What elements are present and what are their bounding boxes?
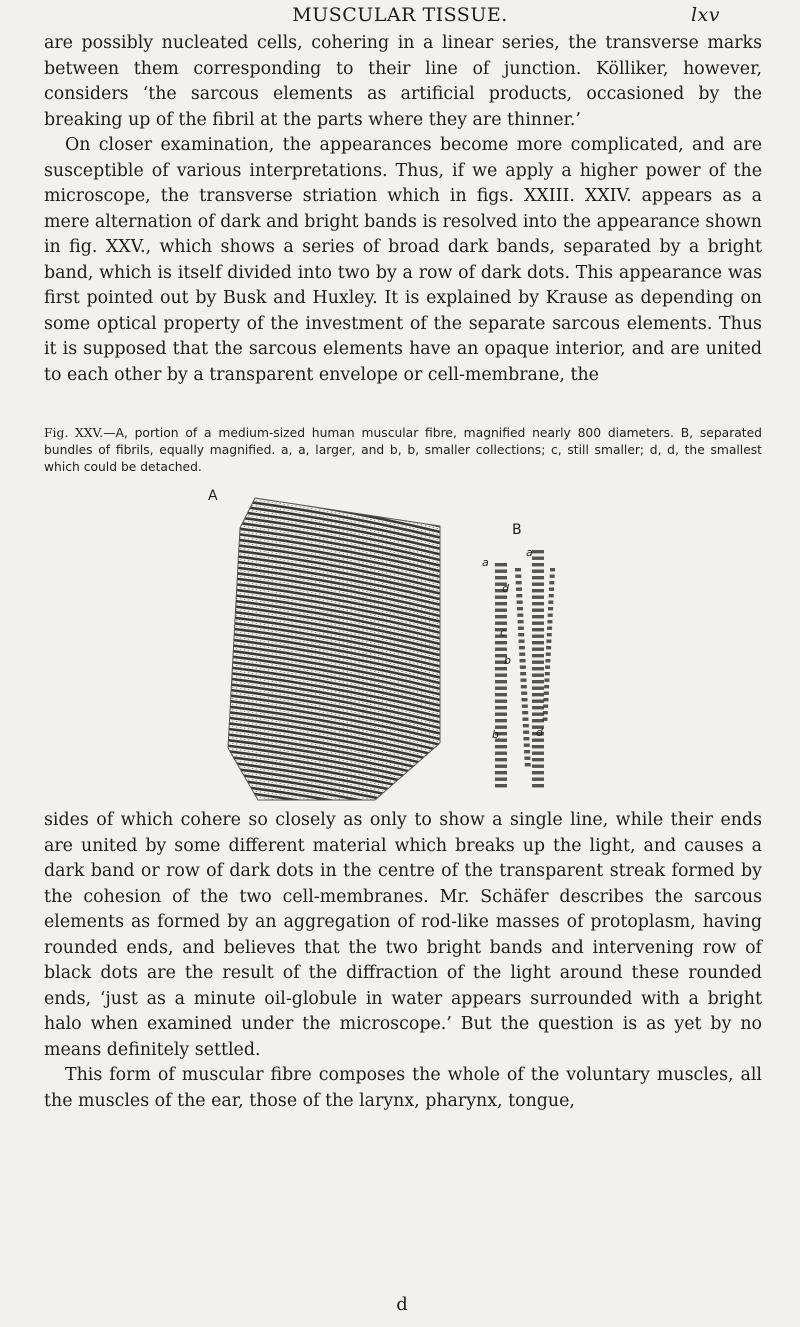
fibre-a [220, 488, 460, 803]
letter-label: a [482, 556, 489, 569]
letter-label: d [536, 726, 543, 739]
letter-label: c [500, 626, 507, 639]
body-text-bottom [44, 808, 762, 1114]
figure-label-b: B [512, 522, 522, 538]
caption-text: —A, portion of a medium-sized human muscular fibre, magnified nearly 800 diameters. B, separated bundles of fibrils, equally magnified. a, a, larger, and b, b, smaller collections; c, still smaller; d, d, the smallest which could be detached. [44, 426, 762, 474]
muscle-fibre-illustration [140, 488, 600, 803]
letter-label: b [504, 654, 511, 667]
figure-number: Fig. XXV. [44, 426, 104, 440]
paragraph: are possibly nucleated cells, cohering in a linear series, the transverse marks between them corresponding to their line of junction. Kölliker, however, considers ‘the sarcous elements as artificial products, occasioned by the breaking up of the fibril at the parts where they are thinner.’ [44, 33, 762, 130]
paragraph: On closer examination, the appearances become more complicated, and are susceptible of various interpretations. Thus, if we apply a higher power of the microscope, the transverse striation which in figs. XXIII. XXIV. appears as a mere alternation of dark and bright bands is resolved into the appearance shown in fig. XXV., which shows a series of broad dark bands, separated by a bright band, which is itself divided into two by a row of dark dots. This appearance was first pointed out by Busk and Huxley. It is explained by Krause as depending on some optical property of the investment of the separate sarcous elements. Thus it is supposed that the sarcous elements have an opaque interior, and are united to each other by a transparent envelope or cell-membrane, the [44, 135, 762, 385]
running-title: MUSCULAR TISSUE. [292, 4, 508, 26]
figure-label-a: A [208, 488, 218, 504]
body-text-top [44, 31, 762, 388]
letter-label: d [502, 582, 509, 595]
figure-xxv [140, 488, 600, 803]
letter-label: b [492, 728, 499, 741]
running-head [0, 4, 800, 30]
letter-label: a [526, 546, 533, 559]
paragraph: sides of which cohere so closely as only to show a single line, while their ends are united by some different material which breaks up the light, and causes a dark band or row of dark dots in the centre of the transparent streak formed by the cohesion of the two cell-membranes. Mr. Schäfer describes the sarcous elements as formed by an aggregation of rod-like masses of protoplasm, having rounded ends, and believes that the two bright bands and intervening row of black dots are the result of the diffraction of the light around these rounded ends, ‘just as a minute oil-globule in water appears surrounded with a bright halo when examined under the microscope.’ But the question is as yet by no means definitely settled. [44, 810, 762, 1060]
figure-caption [44, 425, 762, 476]
page-number: lxv [690, 4, 720, 26]
paragraph: This form of muscular fibre composes the whole of the voluntary muscles, all the muscles of the ear, those of the larynx, pharynx, tongue, [44, 1065, 762, 1111]
signature-mark: d [396, 1294, 408, 1315]
